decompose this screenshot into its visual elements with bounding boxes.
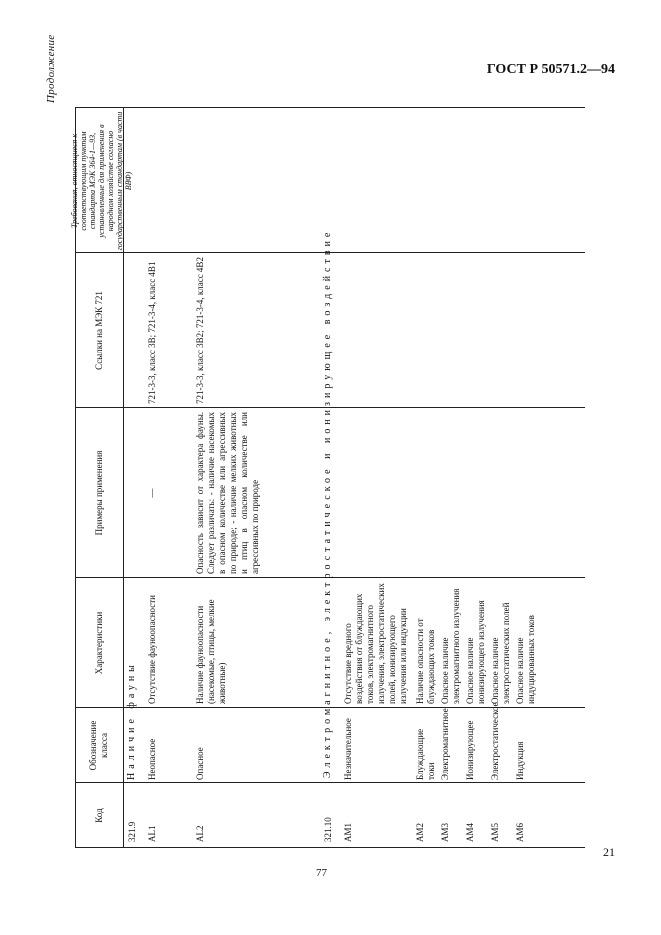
section2-number: 321.10 xyxy=(323,817,333,842)
document-id: ГОСТ Р 50571.2—94 xyxy=(486,62,615,77)
row-am4-class: Ионизирующее xyxy=(465,720,475,780)
row-am1-char: Отсутствие вредного воздействия от блуждающих токов, электромагнитного излучения, электростатических полей, ионизирующего излучения или индукции xyxy=(343,583,408,704)
row-al1-char: Отсутствие фауноопасности xyxy=(147,595,157,704)
table-border-right xyxy=(75,107,585,108)
row-al2-examples: Опасность зависит от характера фауны. Следует различать: - наличие насекомых в опасном количестве или агрессивных по природе; - наличие мелких животных и птиц в опасном количестве или агрессивных по природе xyxy=(195,412,260,574)
row-am1-class: Незначительное xyxy=(343,718,353,780)
col-sep-1 xyxy=(75,782,585,783)
row-am6-code: AM6 xyxy=(515,822,525,842)
col-header-code: Код xyxy=(93,808,104,823)
row-am5-char: Опасное наличие электростатических полей xyxy=(490,602,511,704)
row-am2-class: Блуждающие токи xyxy=(415,728,436,780)
continuation-label: Продолжение xyxy=(45,34,57,103)
col-header-refs: Ссылки на МЭК 721 xyxy=(93,291,104,370)
row-am3-code: AM3 xyxy=(440,822,450,842)
row-am2-code: AM2 xyxy=(415,822,425,842)
inner-page-number: 77 xyxy=(316,867,327,879)
col-header-characteristics: Характеристики xyxy=(93,611,104,675)
row-al1-code: AL1 xyxy=(147,825,157,842)
row-al2-refs: 721-3-3, класс 3В2; 721-3-4, класс 4В2 xyxy=(195,257,205,404)
row-am3-char: Опасное наличие электромагнитного излучения xyxy=(440,588,461,704)
row-am5-code: AM5 xyxy=(490,822,500,842)
row-am5-class: Электростатическое xyxy=(490,702,500,780)
row-am2-char: Наличие опасности от блуждающих токов xyxy=(415,618,436,704)
section2-title: Электромагнитное, электростатическое и ионизирующее воздействие xyxy=(322,228,333,778)
row-am4-char: Опасное наличие ионизирующего излучения xyxy=(465,600,486,704)
section1-title: Наличие фауны xyxy=(126,661,137,780)
col-header-class: Обозначение класса xyxy=(88,720,109,771)
col-header-requirements: Требования, относящиеся к соответствующим пунктам стандарта МЭК 364-1—93, установленные для применения в народном хозяйстве согласно государственным стандартам (в части ВВФ) xyxy=(69,111,133,251)
col-header-examples: Примеры применения xyxy=(93,450,104,536)
row-al1-refs: 721-3-3, класс 3В; 721-3-4, класс 4В1 xyxy=(147,261,157,404)
page-number: 21 xyxy=(603,845,615,859)
row-al2-char: Наличие фауноопасности (насекомые, птицы, мелкие животные) xyxy=(195,599,227,704)
row-am3-class: Электромагнитное xyxy=(440,708,450,780)
row-am6-class: Индукция xyxy=(515,741,525,780)
table-border-left xyxy=(75,847,585,848)
row-am4-code: AM4 xyxy=(465,822,475,842)
row-al2-code: AL2 xyxy=(195,825,205,842)
row-al1-class: Неопасное xyxy=(147,738,157,780)
row-al2-class: Опасное xyxy=(195,747,205,780)
section1-number: 321.9 xyxy=(127,821,137,842)
row-am1-code: AM1 xyxy=(343,822,353,842)
row-al1-examples: — xyxy=(147,488,157,498)
row-am6-char: Опасное наличие индуцированных токов xyxy=(515,615,536,704)
